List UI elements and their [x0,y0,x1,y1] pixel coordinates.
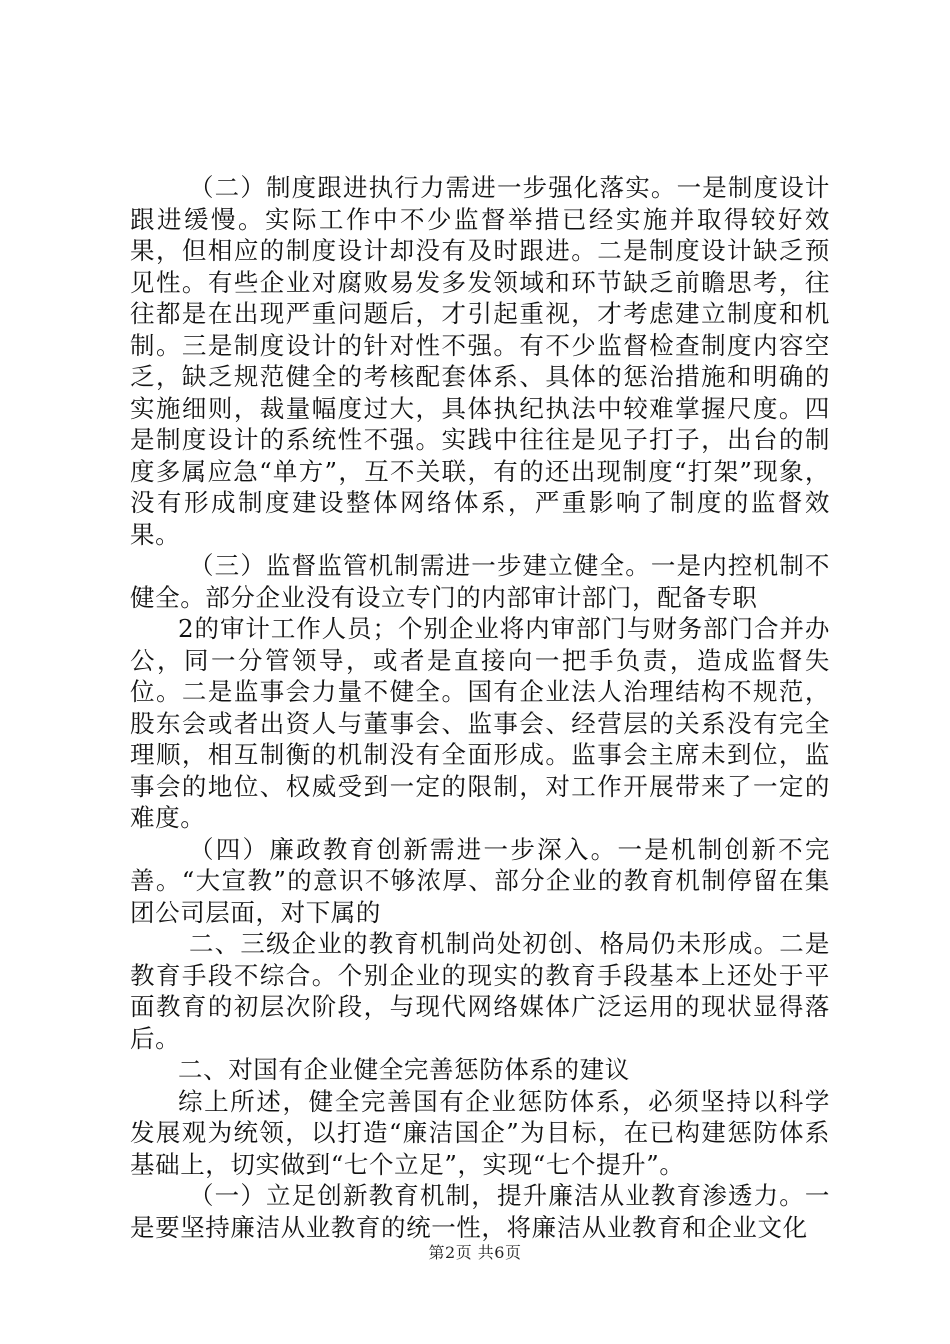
paragraph-education-innovation: （四）廉政教育创新需进一步深入。一是机制创新不完善。“大宣教”的意识不够浓厚、部分企业的教育机制停留在集团公司层面，对下属的 [130,834,830,927]
document-body [130,172,830,1243]
paragraph-supervision-mechanism: （三）监督监管机制需进一步建立健全。一是内控机制不健全。部分企业没有设立专门的内部审计部门，配备专职 [130,551,830,612]
section-heading-suggestions: 二、对国有企业健全完善惩防体系的建议 [178,1055,630,1084]
page-footer: 第2页 共6页 [428,1243,522,1262]
paragraph-audit-staff: 2的审计工作人员；个别企业将内审部门与财务部门合并办公，同一分管领导，或者是直接向一把手负责，造成监督失位。二是监事会力量不健全。国有企业法人治理结构不规范，股东会或者出资人与董事会、监事会、经营层的关系没有完全理顺，相互制衡的机制没有全面形成。监事会主席未到位，监事会的地位、权威受到一定的限制，对工作开展带来了一定的难度。 [130,614,830,832]
paragraph-education-means: 二、三级企业的教育机制尚处初创、格局仍未形成。二是教育手段不综合。个别企业的现实的教育手段基本上还处于平面教育的初层次阶段，与现代网络媒体广泛运用的现状显得落后。 [130,929,830,1053]
paragraph-education-mechanism: （一）立足创新教育机制，提升廉洁从业教育渗透力。一是要坚持廉洁从业教育的统一性，将廉洁从业教育和企业文化 [130,1181,830,1242]
paragraph-institution-execution: （二）制度跟进执行力需进一步强化落实。一是制度设计跟进缓慢。实际工作中不少监督举措已经实施并取得较好效果，但相应的制度设计却没有及时跟进。二是制度设计缺乏预见性。有些企业对腐败易发多发领域和环节缺乏前瞻思考，往往都是在出现严重问题后，才引起重视，才考虑建立制度和机制。三是制度设计的针对性不强。有不少监督检查制度内容空乏，缺乏规范健全的考核配套体系、具体的惩治措施和明确的实施细则，裁量幅度过大，具体执纪执法中较难掌握尺度。四是制度设计的系统性不强。实践中往往是见子打子，出台的制度多属应急“单方”，互不关联，有的还出现制度“打架”现象，没有形成制度建设整体网络体系，严重影响了制度的监督效果。 [130,173,830,549]
paragraph-summary: 综上所述，健全完善国有企业惩防体系，必须坚持以科学发展观为统领，以打造“廉洁国企”为目标，在已构建惩防体系基础上，切实做到“七个立足”，实现“七个提升”。 [130,1086,830,1179]
